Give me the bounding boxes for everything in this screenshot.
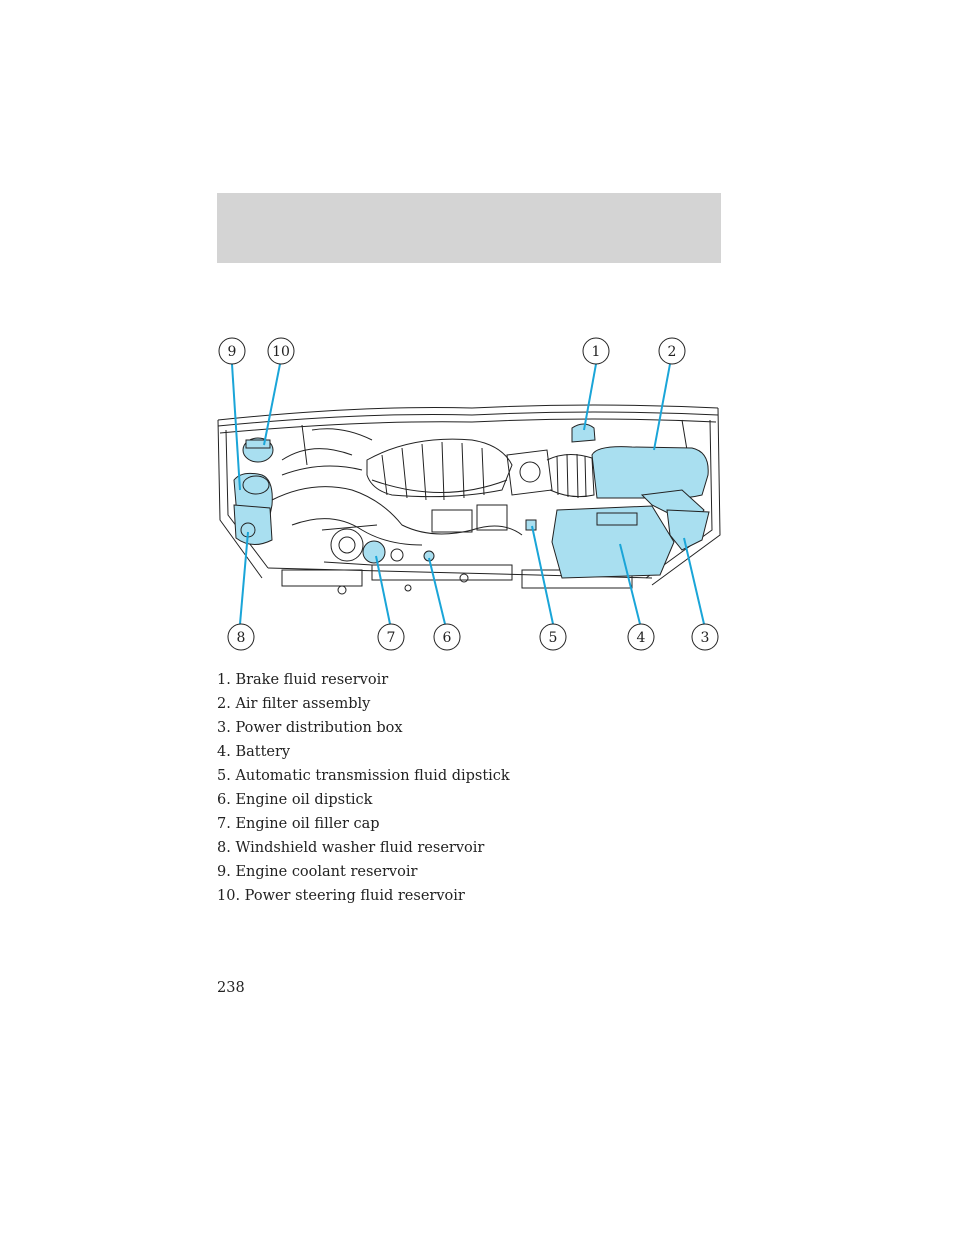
legend-item: 10. Power steering fluid reservoir [217, 888, 465, 904]
component-legend [217, 668, 737, 908]
svg-text:5: 5 [548, 630, 558, 646]
callout-6 [434, 624, 460, 650]
svg-text:4: 4 [636, 630, 646, 646]
legend-item: 7. Engine oil filler cap [217, 816, 380, 832]
brake-fluid-reservoir-highlight [572, 424, 595, 442]
callout-8 [228, 624, 254, 650]
callout-2 [659, 338, 685, 364]
svg-text:7: 7 [386, 630, 396, 646]
svg-text:3: 3 [700, 630, 710, 646]
svg-text:8: 8 [236, 630, 246, 646]
oil-filler-cap-highlight [363, 541, 385, 563]
page-number: 238 [217, 980, 245, 996]
legend-item: 2. Air filter assembly [217, 696, 371, 712]
callout-9 [219, 338, 245, 364]
svg-text:10: 10 [272, 344, 290, 360]
air-filter-assembly-highlight [592, 447, 708, 499]
callout-3 [692, 624, 718, 650]
callout-4 [628, 624, 654, 650]
svg-text:2: 2 [667, 344, 677, 360]
engine-compartment-diagram [212, 330, 732, 660]
legend-item: 8. Windshield washer fluid reservoir [217, 840, 485, 856]
svg-text:9: 9 [227, 344, 237, 360]
legend-item: 4. Battery [217, 744, 291, 760]
svg-text:6: 6 [442, 630, 452, 646]
legend-item: 3. Power distribution box [217, 720, 403, 736]
svg-text:1: 1 [591, 344, 601, 360]
callout-7 [378, 624, 404, 650]
section-header-band [217, 193, 721, 263]
transmission-dipstick-highlight [526, 520, 536, 530]
legend-item: 1. Brake fluid reservoir [217, 672, 389, 688]
legend-item: 9. Engine coolant reservoir [217, 864, 418, 880]
legend-item: 5. Automatic transmission fluid dipstick [217, 768, 510, 784]
callout-5 [540, 624, 566, 650]
callout-10 [268, 338, 294, 364]
callout-1 [583, 338, 609, 364]
legend-item: 6. Engine oil dipstick [217, 792, 373, 808]
